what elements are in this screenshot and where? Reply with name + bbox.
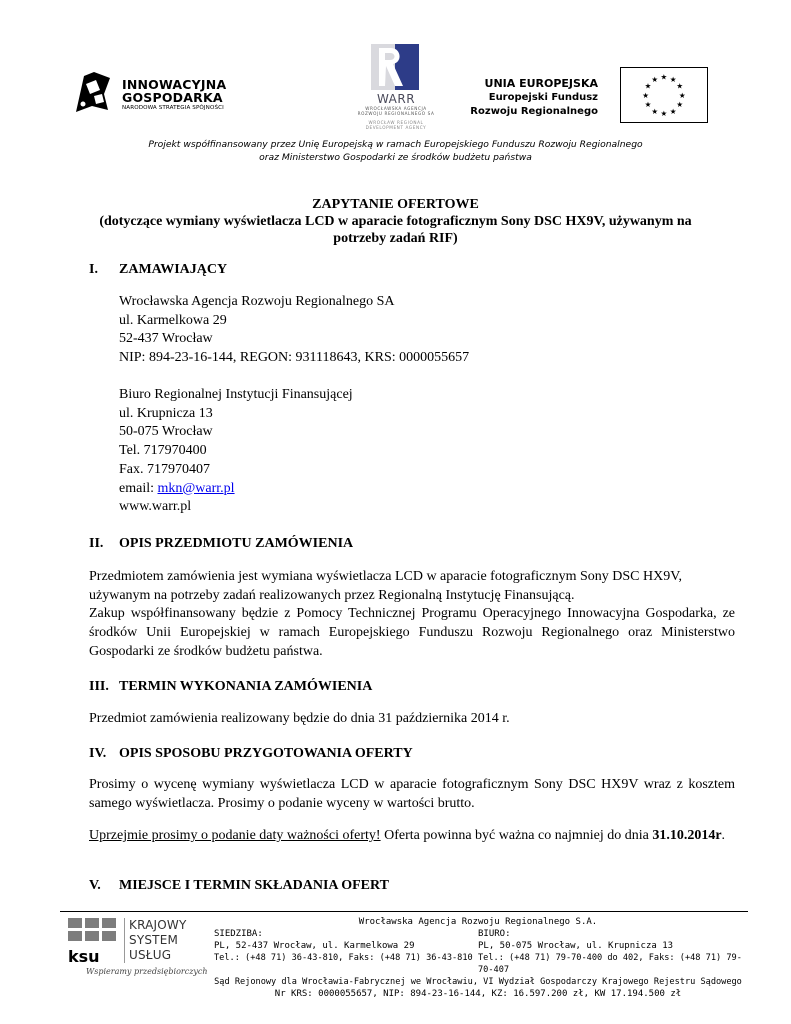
- eu-star-icon: ★: [660, 72, 668, 82]
- footer-company-info: Wrocławska Agencja Rozwoju Regionalnego S.A. SIEDZIBA: PL, 52-437 Wrocław, ul. Karmelkowa 29 BIURO: PL, 50-075 Wrocław, ul. Krupnicza 13 Tel.: (+48 71) 36-43-810, Faks: (+48 71) 36-43-810 Tel.: (+48 71) 79-70-400 do 402, Faks: (+48 71) 79-70-407 Sąd Rejonowy dla Wrocławia-Fabrycznej we Wrocławiu, VI Wydział Gospodarczy Krajowego Rejestru Sądowego Nr KRS: 0000055657, NIP: 894-23-16-144, KZ: 16.597.200 zł, KW 17.194.500 zł: [214, 917, 742, 999]
- section-heading-orderer: I. ZAMAWIAJĄCY: [89, 262, 228, 277]
- preparation-paragraph: Prosimy o wycenę wymiany wyświetlacza LCD w aparacie fotograficznym Sony DSC HX9V wraz z kosztem samego wyświetlacza. Prosimy o podanie wyceny w wartości brutto.: [89, 777, 735, 811]
- warr-logo-polish-name: WROCŁAWSKA AGENCJA ROZWOJU REGIONALNEGO SA: [357, 106, 435, 116]
- warr-logo-mark-icon: [371, 44, 419, 90]
- eu-star-icon: ★: [644, 100, 652, 110]
- eu-fund-label: UNIA EUROPEJSKA Europejski Fundusz Rozwoju Regionalnego: [470, 77, 598, 117]
- eu-star-icon: ★: [669, 106, 677, 116]
- ksu-logo-text: KRAJOWY SYSTEM USŁUG: [124, 918, 187, 963]
- ksu-tagline: Wspieramy przedsiębiorczych: [86, 967, 208, 976]
- document-title: ZAPYTANIE OFERTOWE (dotyczące wymiany wyświetlacza LCD w aparacie fotograficznym Sony DSC HX9V, używanym na potrzeby zadań RIF): [99, 197, 692, 246]
- eu-star-icon: ★: [642, 90, 650, 100]
- cofinancing-note: Projekt współfinansowany przez Unię Europejską w ramach Europejskiego Funduszu Rozwoju Regionalnego oraz Ministerstwo Gospodarki ze środków budżetu państwa: [148, 139, 643, 163]
- warr-logo-english-name: WROCŁAW REGIONAL DEVELOPMENT AGENCY: [365, 120, 427, 130]
- eu-flag-icon: [620, 67, 708, 123]
- eu-star-icon: ★: [651, 75, 659, 85]
- ksu-logo-mark-icon: [68, 918, 120, 966]
- section-heading-deadline: III. TERMIN WYKONANIA ZAMÓWIENIA: [89, 679, 373, 694]
- subject-paragraph: Przedmiotem zamówienia jest wymiana wyświetlacza LCD w aparacie fotograficznym Sony DSC HX9V, używanym na potrzeby zadań realizowanych przez Regionalną Instytucję Finansującą. Zakup współfinansowany będzie z Pomocy Technicznej Programu Operacyjnego Innowacyjna Gospodarka, ze środków Unii Europejskiej w ramach Europejskiego Funduszu Rozwoju Regionalnego oraz Ministerstwo Gospodarki ze środków budżetu państwa.: [89, 569, 735, 659]
- innowacyjna-gospodarka-logo-mark-icon: [74, 70, 112, 114]
- innowacyjna-gospodarka-logo-text: INNOWACYJNA GOSPODARKA: [122, 77, 227, 105]
- validity-paragraph: Uprzejmie prosimy o podanie daty ważności oferty! Oferta powinna być ważna co najmniej do dnia 31.10.2014r.: [89, 828, 726, 843]
- footer-divider: [60, 911, 748, 912]
- eu-star-icon: ★: [651, 106, 659, 116]
- section-heading-subject: II. OPIS PRZEDMIOTU ZAMÓWIENIA: [89, 536, 354, 551]
- warr-logo-name: WARR: [376, 92, 416, 106]
- orderer-address: Wrocławska Agencja Rozwoju Regionalnego SA ul. Karmelkowa 29 52-437 Wrocław NIP: 894-23-16-144, REGON: 931118643, KRS: 0000055657: [119, 294, 470, 366]
- eu-star-icon: ★: [678, 90, 686, 100]
- section-heading-submission: V. MIEJSCE I TERMIN SKŁADANIA OFERT: [89, 878, 389, 893]
- eu-star-icon: ★: [644, 81, 652, 91]
- svg-text:ksu: ksu: [68, 947, 100, 966]
- eu-star-icon: ★: [669, 75, 677, 85]
- eu-star-icon: ★: [660, 109, 668, 119]
- office-address: Biuro Regionalnej Instytucji Finansującej ul. Krupnicza 13 50-075 Wrocław Tel. 717970400 Fax. 717970407 email: mkn@warr.pl www.warr.pl: [119, 387, 353, 515]
- deadline-paragraph: Przedmiot zamówienia realizowany będzie do dnia 31 października 2014 r.: [89, 711, 510, 726]
- email-link[interactable]: mkn@warr.pl: [157, 480, 235, 496]
- eu-star-icon: ★: [676, 81, 684, 91]
- eu-star-icon: ★: [676, 100, 684, 110]
- section-heading-preparation: IV. OPIS SPOSOBU PRZYGOTOWANIA OFERTY: [89, 746, 413, 761]
- innowacyjna-gospodarka-tagline: NARODOWA STRATEGIA SPÓJNOŚCI: [122, 105, 224, 111]
